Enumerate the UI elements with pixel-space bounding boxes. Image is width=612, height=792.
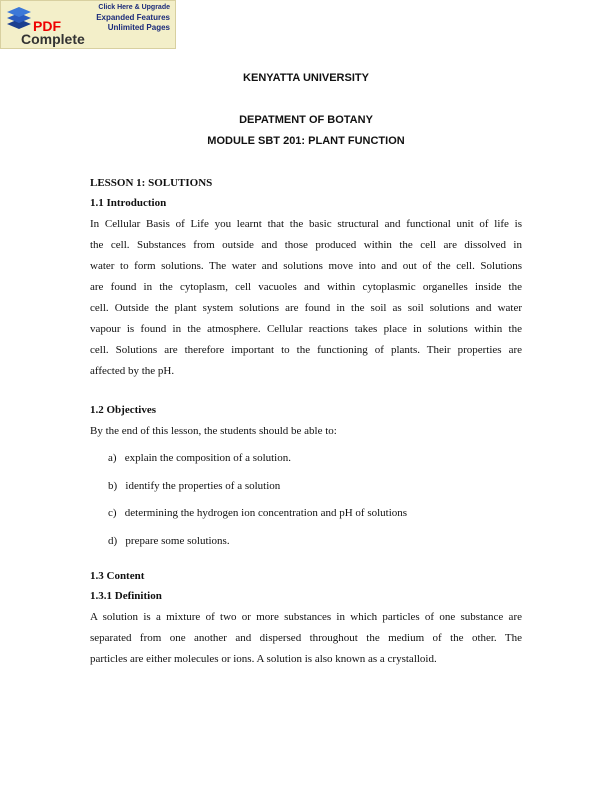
banner-line: Click Here & Upgrade	[98, 4, 170, 11]
objective-item: a) explain the composition of a solution.	[108, 452, 291, 464]
paragraph-line: A solution is a mixture of two or more substances in which particles of one substance are	[90, 611, 522, 623]
paragraph-line: vapour is found in the atmosphere. Cellular reactions takes place in solutions within the	[90, 323, 522, 335]
section-heading: 1.3 Content	[90, 570, 145, 582]
banner-complete: Complete	[21, 31, 85, 47]
paragraph-line: water to form solutions. The water and solutions move into and out of the cell. Solutions	[90, 260, 522, 272]
paragraph-line: particles are either molecules or ions. A solution is also known as a crystalloid.	[90, 653, 437, 665]
paragraph-line: In Cellular Basis of Life you learnt that the basic structural and functional unit of life is	[90, 218, 522, 230]
paragraph-line: are found in the cytoplasm, cell vacuoles and within cytoplasmic organelles inside the	[90, 281, 522, 293]
objectives-lead: By the end of this lesson, the students should be able to:	[90, 425, 337, 437]
objective-item: b) identify the properties of a solution	[108, 480, 281, 492]
objective-item: c) determining the hydrogen ion concentration and pH of solutions	[108, 507, 408, 519]
department-title: DEPATMENT OF BOTANY	[239, 114, 373, 126]
paragraph-line: cell. Outside the plant system solutions are found in the soil as soil solutions and water	[90, 302, 522, 314]
banner-line: Unlimited Pages	[107, 23, 170, 32]
layers-icon	[5, 5, 33, 31]
lesson-title: LESSON 1: SOLUTIONS	[90, 177, 213, 189]
objective-item: d) prepare some solutions.	[108, 535, 230, 547]
paragraph-line: separated from one another and dispersed throughout the medium of the other. The	[90, 632, 522, 644]
module-title: MODULE SBT 201: PLANT FUNCTION	[207, 135, 405, 147]
section-heading: 1.2 Objectives	[90, 404, 156, 416]
paragraph-line: affected by the pH.	[90, 365, 175, 377]
paragraph-line: the cell. Substances from outside and those produced within the cell are dissolved in	[90, 239, 522, 251]
paragraph-line: cell. Solutions are therefore important to the functioning of plants. Their properties are	[90, 344, 522, 356]
university-title: KENYATTA UNIVERSITY	[243, 72, 369, 84]
pdf-upgrade-banner[interactable]	[0, 0, 176, 49]
banner-pdf: PDF	[33, 18, 61, 34]
section-heading: 1.1 Introduction	[90, 197, 167, 209]
subsection-heading: 1.3.1 Definition	[90, 590, 162, 602]
banner-line: Expanded Features	[96, 13, 170, 22]
